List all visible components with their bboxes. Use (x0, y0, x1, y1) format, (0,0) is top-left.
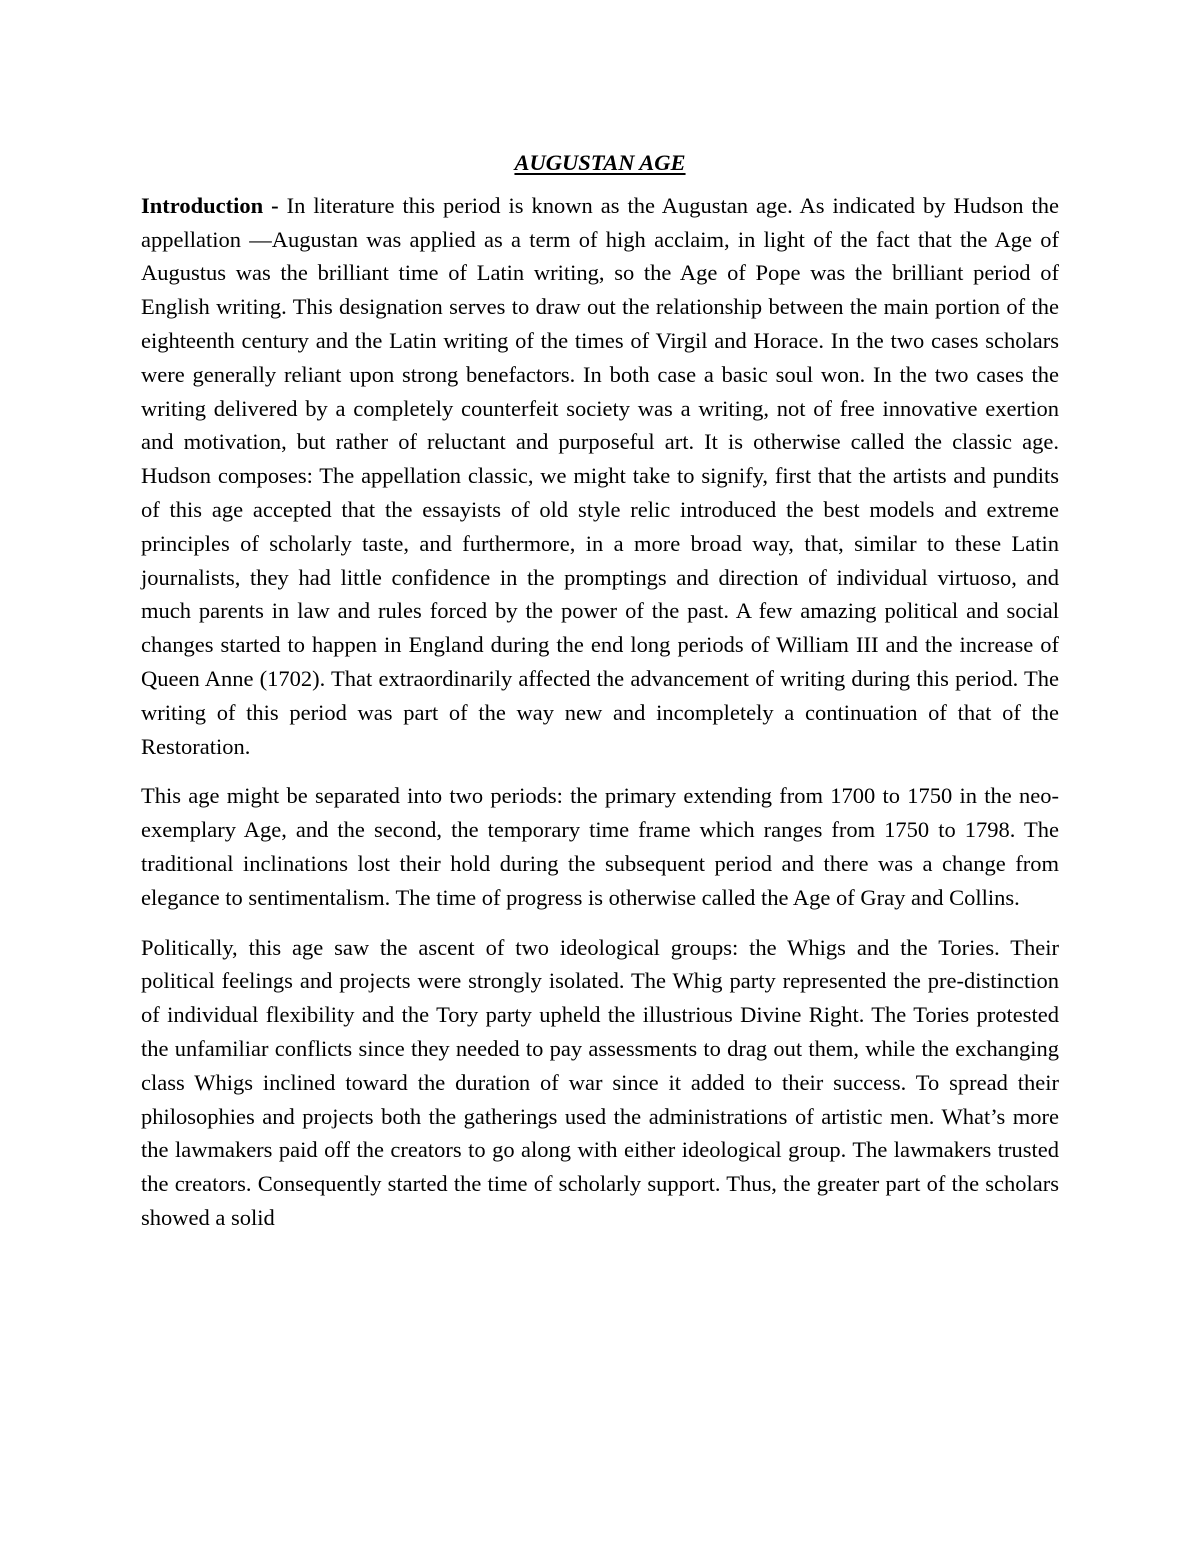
document-title: AUGUSTAN AGE (514, 150, 686, 175)
introduction-heading: Introduction - (141, 192, 279, 218)
paragraph-politics: Politically, this age saw the ascent of two ideological groups: the Whigs and the Tories. Their political feelings and projects were strongly isolated. The Whig party represented the pre-distinction of individual flexibility and the Tory party upheld the illustrious Divine Right. The Tories protested the unfamiliar conflicts since they needed to pay assessments to drag out them, while the exchanging class Whigs inclined toward the duration of war since it added to their success. To spread their philosophies and projects both the gatherings used the administrations of artistic men. What’s more the lawmakers paid off the creators to go along with either ideological group. The lawmakers trusted the creators. Consequently started the time of scholarly support. Thus, the greater part of the scholars showed a solid (141, 934, 1059, 1230)
paragraph-introduction (141, 189, 1059, 764)
paragraph-periods: This age might be separated into two periods: the primary extending from 1700 to 1750 in the neo-exemplary Age, and the second, the temporary time frame which ranges from 1750 to 1798. The traditional inclinations lost their hold during the subsequent period and there was a change from elegance to sentimentalism. The time of progress is otherwise called the Age of Gray and Collins. (141, 783, 1059, 910)
document-body (141, 146, 1059, 1251)
introduction-text: In literature this period is known as the Augustan age. As indicated by Hudson the appellation —Augustan was applied as a term of high acclaim, in light of the fact that the Age of Augustus was the brilliant time of Latin writing, so the Age of Pope was the brilliant period of English writing. This designation serves to draw out the relationship between the main portion of the eighteenth century and the Latin writing of the times of Virgil and Horace. In the two cases scholars were generally reliant upon strong benefactors. In both case a basic soul won. In the two cases the writing delivered by a completely counterfeit society was a writing, not of free innovative exertion and motivation, but rather of reluctant and purposeful art. It is otherwise called the classic age. Hudson composes: The appellation classic, we might take to signify, first that the artists and pundits of this age accepted that the essayists of old style relic introduced the best models and extreme principles of scholarly taste, and furthermore, in a more broad way, that, similar to these Latin journalists, they had little confidence in the promptings and direction of individual virtuoso, and much parents in law and rules forced by the power of the past. A few amazing political and social changes started to happen in England during the end long periods of William III and the increase of Queen Anne (1702). That extraordinarily affected the advancement of writing during this period. The writing of this period was part of the way new and incompletely a continuation of that of the Restoration. (141, 192, 1059, 759)
